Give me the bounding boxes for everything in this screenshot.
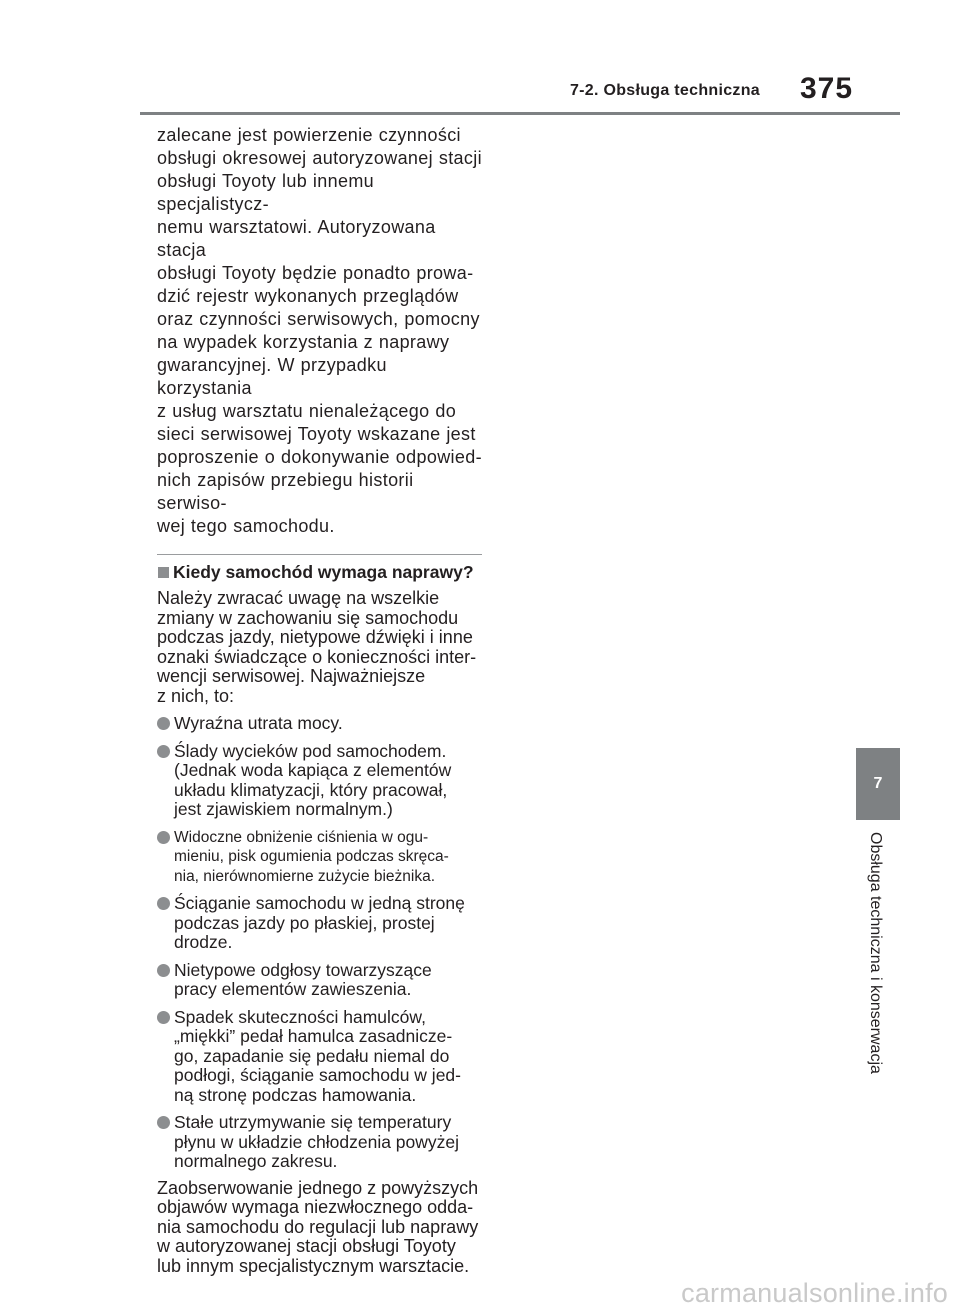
text-line: z nich, to: xyxy=(157,685,235,706)
list-item xyxy=(157,828,482,887)
chapter-tab[interactable] xyxy=(856,748,900,820)
text-line: układu klimatyzacji, który pracował, xyxy=(174,779,448,800)
square-bullet-icon xyxy=(158,567,169,578)
text-line: Nietypowe odgłosy towarzyszące xyxy=(174,959,432,980)
text-line: drodze. xyxy=(174,932,233,952)
text-line: poproszenie o dokonywanie odpowied- xyxy=(157,447,482,467)
text-line: gwarancyjnej. W przypadku korzystania xyxy=(157,355,387,398)
chapter-number: 7 xyxy=(873,775,883,792)
text-line: Zaobserwowanie jednego z powyższych xyxy=(157,1177,479,1198)
bullet-dot-icon xyxy=(157,717,170,730)
section-title: 7-2. Obsługa techniczna xyxy=(569,82,760,99)
text-line: dzić rejestr wykonanych przeglądów xyxy=(157,286,459,306)
text-line: nemu warsztatowi. Autoryzowana stacja xyxy=(157,217,436,260)
text-line: zalecane jest powierzenie czynności xyxy=(157,125,461,145)
text-line: lub innym specjalistycznym warsztacie. xyxy=(157,1255,470,1276)
text-line: oznaki świadczące o konieczności inter- xyxy=(157,646,477,667)
text-line: w autoryzowanej stacji obsługi Toyoty xyxy=(157,1236,456,1256)
bullet-dot-icon xyxy=(157,745,170,758)
text-line: podczas jazdy, nietypowe dźwięki i inne xyxy=(157,627,473,647)
text-line: Należy zwracać uwagę na wszelkie xyxy=(157,588,440,608)
list-item xyxy=(157,714,482,734)
bullet-dot-icon xyxy=(157,831,170,844)
text-line: zmiany w zachowaniu się samochodu xyxy=(157,607,459,628)
text-line: obsługi okresowej autoryzowanej stacji xyxy=(157,148,482,168)
text-line: nia samochodu do regulacji lub naprawy xyxy=(157,1216,479,1237)
text-line: wej tego samochodu. xyxy=(157,516,335,536)
text-line: płynu w układzie chłodzenia powyżej xyxy=(174,1131,460,1152)
watermark: carmanualsonline.info xyxy=(681,1278,948,1308)
text-line: obsługi Toyoty lub innemu specjalistycz- xyxy=(157,171,375,214)
section-heading-text: Kiedy samochód wymaga naprawy? xyxy=(173,562,474,582)
text-line: jest zjawiskiem normalnym.) xyxy=(174,799,393,819)
list-item xyxy=(157,894,482,953)
text-line: Stałe utrzymywanie się temperatury xyxy=(174,1112,452,1132)
main-column xyxy=(157,124,482,1276)
bullet-dot-icon xyxy=(157,1011,170,1024)
list-item xyxy=(157,961,482,1000)
section-divider xyxy=(157,554,482,555)
text-line: Widoczne obniżenie ciśnienia w ogu- xyxy=(174,828,429,846)
text-line: sieci serwisowej Toyoty wskazane jest xyxy=(157,424,476,444)
text-line: nia, nierównomierne zużycie bieżnika. xyxy=(174,867,436,885)
section-body xyxy=(157,589,482,706)
text-line: objawów wymaga niezwłocznego odda- xyxy=(157,1197,474,1217)
page-number: 375 xyxy=(800,72,854,105)
section-heading xyxy=(157,561,482,583)
text-line: Ściąganie samochodu w jedną stronę xyxy=(174,893,465,913)
text-line: ną stronę podczas hamowania. xyxy=(174,1084,417,1105)
text-line: go, zapadanie się pedału niemal do xyxy=(174,1045,450,1066)
text-line: pracy elementów zawieszenia. xyxy=(174,979,412,999)
text-line: normalnego zakresu. xyxy=(174,1151,338,1171)
text-line: wencji serwisowej. Najważniejsze xyxy=(157,666,426,686)
bullet-dot-icon xyxy=(157,897,170,910)
text-line: podczas jazdy po płaskiej, prostej xyxy=(174,912,435,933)
text-line: (Jednak woda kapiąca z elementów xyxy=(174,760,452,780)
bullet-dot-icon xyxy=(157,964,170,977)
text-line: na wypadek korzystania z naprawy xyxy=(157,332,450,352)
text-line: Ślady wycieków pod samochodem. xyxy=(174,740,447,761)
chapter-title-vertical: Obsługa techniczna i konserwacja xyxy=(867,832,884,1074)
text-line: podłogi, ściąganie samochodu w jed- xyxy=(174,1065,461,1085)
header-divider xyxy=(140,112,900,115)
text-line: oraz czynności serwisowych, pomocny xyxy=(157,309,480,329)
text-line: nich zapisów przebiegu historii serwiso- xyxy=(157,470,414,513)
list-item xyxy=(157,1008,482,1106)
bullet-dot-icon xyxy=(157,1116,170,1129)
text-line: z usług warsztatu nienależącego do xyxy=(157,401,457,421)
list-item xyxy=(157,1113,482,1172)
text-line: „miękki” pedał hamulca zasadnicze- xyxy=(174,1026,453,1046)
list-item xyxy=(157,742,482,820)
text-line: obsługi Toyoty będzie ponadto prowa- xyxy=(157,263,474,283)
text-line: Wyraźna utrata mocy. xyxy=(174,713,343,733)
intro-paragraph xyxy=(157,124,482,538)
text-line: Spadek skuteczności hamulców, xyxy=(174,1006,426,1027)
closing-paragraph xyxy=(157,1179,482,1277)
text-line: mieniu, pisk ogumienia podczas skręca- xyxy=(174,848,449,865)
